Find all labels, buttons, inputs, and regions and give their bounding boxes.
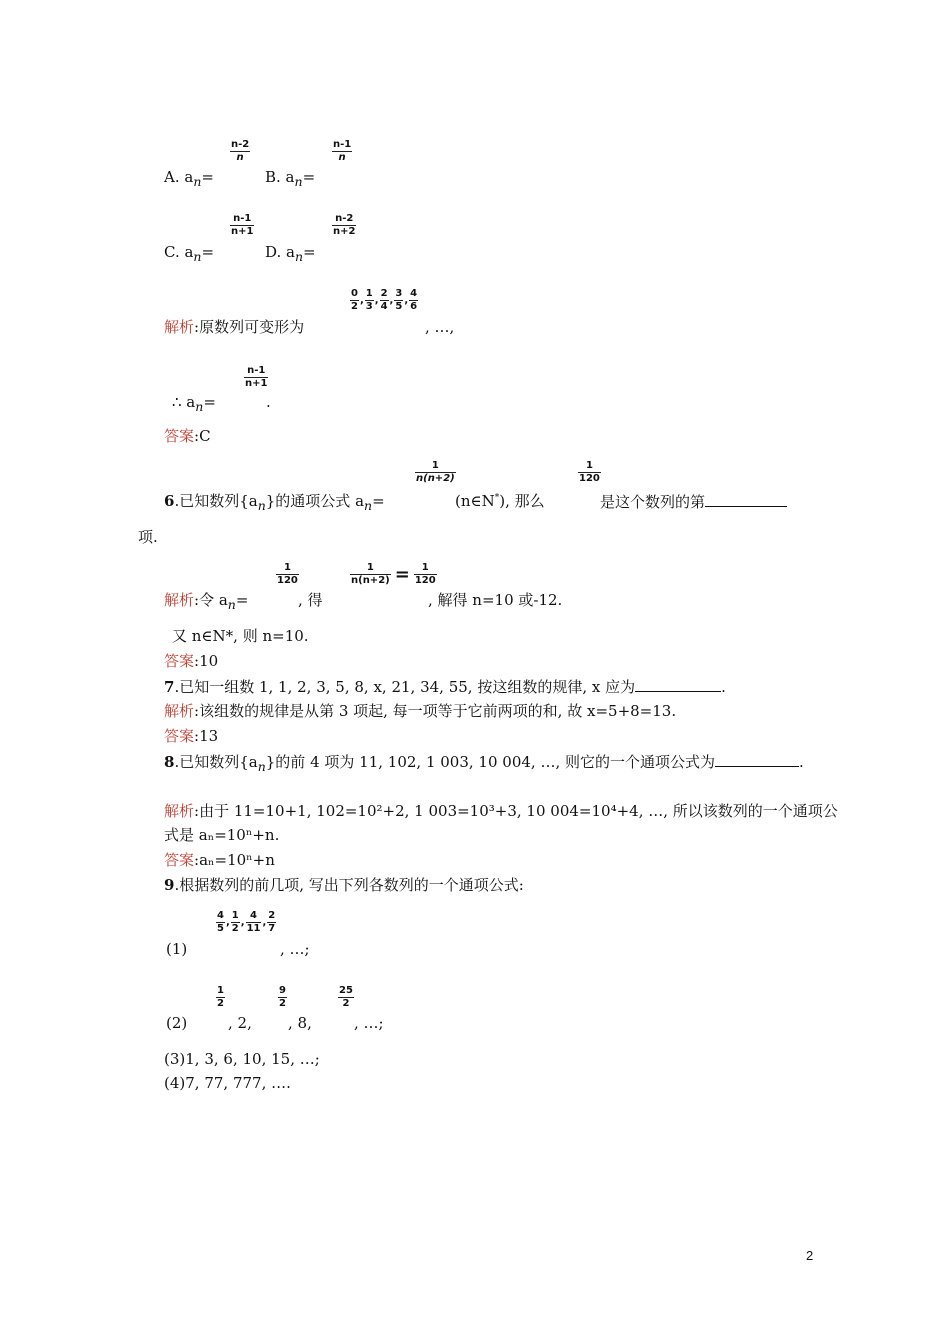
q9-item4: (4)7, 77, 777, …. — [164, 1074, 291, 1092]
q6-question-end: 项. — [138, 528, 158, 546]
option-d: D. $a_n=$ — [265, 243, 316, 264]
q5-therefore: ∴ $a_n=$ — [172, 393, 216, 414]
q9-item1-fraction-list: 4 5 , 1 2 , 4 11 , 2 7 — [217, 910, 276, 934]
fraction: 2 4 — [380, 288, 388, 312]
fraction: 0 2 — [351, 288, 358, 312]
q6-question-tail: 是这个数列的第 — [600, 492, 787, 511]
q9-item1-label: (1) — [166, 940, 188, 958]
option-c: C. $a_n=$ — [164, 243, 215, 264]
q6-equation: $\frac{1}{n(n+2)}$ = $\frac{1}{120}$ — [351, 562, 436, 586]
q7-question: 7.已知一组数 1, 1, 2, 3, 5, 8, x, 21, 34, 55, 按这组数的规律, x 应为 . — [164, 678, 726, 696]
q7-answer: 答案:13 — [164, 727, 219, 745]
q9-item2-fraction-3: $\frac{25}{2}$ — [339, 985, 353, 1009]
fraction: 4 6 — [410, 288, 418, 312]
q6-analysis-line2: 又 n∈N*, 则 n=10. — [172, 627, 309, 645]
option-a-fraction: $\frac{n-2}{n}$ — [231, 139, 250, 163]
q8-answer: 答案:aₙ=10ⁿ+n — [164, 851, 275, 869]
answer-blank[interactable] — [715, 752, 799, 767]
q9-item2-text-3: , …; — [354, 1014, 384, 1032]
q6-question-domain: (n∈N*), 那么 — [455, 492, 545, 510]
q8-analysis: 解析:由于 11=10+1, 102=10²+2, 1 003=10³+3, 10 004=10⁴+4, …, 所以该数列的一个通项公 — [164, 802, 838, 820]
q6-answer: 答案:10 — [164, 652, 219, 670]
q5-therefore-fraction: $\frac{n-1}{n+1}$ — [245, 365, 268, 389]
page-number: 2 — [806, 1248, 814, 1263]
option-c-fraction: $\frac{n-1}{n+1}$ — [231, 213, 254, 237]
q9-item2-text-1: , 2, — [228, 1014, 252, 1032]
q6-analysis: 解析:令 $a_n=$ — [164, 591, 249, 612]
q9-item1-tail: , …; — [280, 940, 310, 958]
option-d-fraction: $\frac{n-2}{n+2}$ — [333, 213, 356, 237]
q9-item2-text-2: , 8, — [288, 1014, 312, 1032]
fraction: $\frac{1}{n(n+2)}$ — [351, 562, 390, 586]
option-b-fraction: $\frac{n-1}{n}$ — [333, 139, 352, 163]
answer-blank[interactable] — [705, 492, 787, 507]
fraction: 3 5 — [395, 288, 403, 312]
fraction: 1 3 — [365, 288, 373, 312]
fraction: 4 11 — [246, 910, 261, 934]
fraction: $\frac{1}{120}$ — [414, 562, 436, 586]
q6-analysis-fraction: $\frac{1}{120}$ — [277, 562, 298, 586]
q5-analysis: 解析:原数列可变形为 — [164, 318, 305, 336]
fraction: 2 7 — [268, 910, 276, 934]
q6-analysis-tail: , 解得 n=10 或-12. — [428, 591, 563, 609]
q5-analysis-fraction-list: 0 2 , 1 3 , 2 4 , 3 5 , 4 6 — [351, 288, 418, 312]
q9-item2-fraction-1: $\frac{1}{2}$ — [217, 985, 224, 1009]
fraction: 1 2 — [231, 910, 239, 934]
q5-answer: 答案:C — [164, 427, 211, 445]
option-b: B. $a_n=$ — [265, 168, 316, 189]
answer-blank[interactable] — [635, 677, 721, 692]
q9-item2-label: (2) — [166, 1014, 188, 1032]
q6-analysis-mid: , 得 — [298, 591, 323, 609]
q9-item3: (3)1, 3, 6, 10, 15, …; — [164, 1050, 320, 1068]
q6-formula-fraction: $\frac{1}{n(n+2)}$ — [416, 460, 455, 484]
q6-target-fraction: $\frac{1}{120}$ — [579, 460, 600, 484]
fraction: 4 5 — [217, 910, 224, 934]
option-a: A. $a_n=$ — [164, 168, 214, 189]
q9-question: 9.根据数列的前几项, 写出下列各数列的一个通项公式: — [164, 876, 524, 894]
q6-question: 6.已知数列$\{a_n\}$的通项公式 $a_n=$ — [164, 492, 385, 513]
q7-analysis: 解析:该组数的规律是从第 3 项起, 每一项等于它前两项的和, 故 x=5+8=13. — [164, 702, 677, 720]
q9-item2-fraction-2: $\frac{9}{2}$ — [279, 985, 286, 1009]
q5-analysis-tail: , …, — [425, 318, 455, 336]
q8-question: 8.已知数列$\{a_n\}$的前 4 项为 11, 102, 1 003, 10 004, …, 则它的一个通项公式为 . — [164, 753, 804, 774]
q5-therefore-end: . — [266, 393, 271, 411]
q8-analysis-line2: 式是 aₙ=10ⁿ+n. — [164, 826, 280, 844]
